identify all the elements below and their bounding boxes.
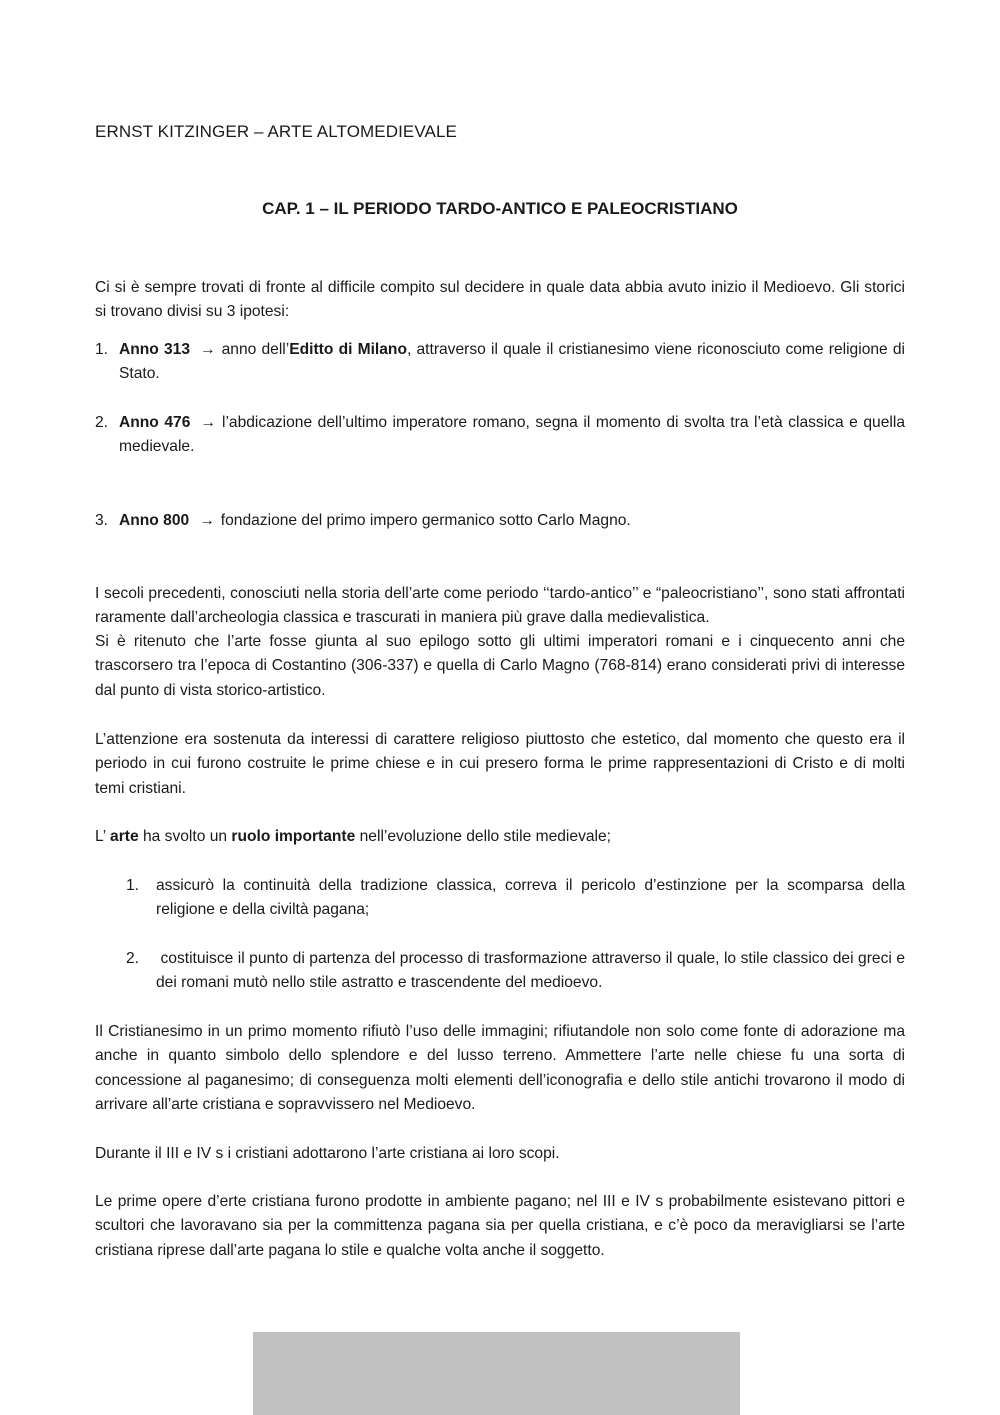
list-item-text: assicurò la continuità della tradizione classica, correva il pericolo d’estinzione per la scomparsa della religione e della civiltà pagana; — [156, 877, 905, 919]
year-label: Anno 313 — [119, 341, 191, 358]
text-part: ha svolto un — [138, 828, 232, 845]
chapter-title: CAP. 1 – IL PERIODO TARDO-ANTICO E PALEOCRISTIANO — [262, 199, 738, 218]
item-text-part: anno dell’ — [221, 341, 290, 358]
paragraph-art-role — [95, 825, 905, 849]
year-label: Anno 800 — [119, 512, 190, 529]
list-number: 1. — [126, 877, 140, 894]
list-item-text — [95, 509, 905, 533]
paragraph-attention: L’attenzione era sostenuta da interessi di carattere religioso piuttosto che estetico, dal momento che questo era il periodo in cui furono costruite le prime chiese e in cui presero forma le prime rappresentazioni di Cristo e di molti temi cristiani. — [95, 731, 905, 797]
paragraph-iii-iv-century: Durante il III e IV s i cristiani adottarono l’arte cristiana ai loro scopi. — [95, 1145, 560, 1162]
paragraph-christianity-images: Il Cristianesimo in un primo momento rifiutò l’uso delle immagini; rifiutandole non solo come fonte di adorazione ma anche in quanto simbolo dello splendore e del lusso terreno. Ammettere l’arte nelle chiese fu una sorta di concessione al paganesimo; di conseguenza molti elementi dell’iconografia e dello stile antichi trovarono il modo di arrivare all’arte cristiana e sopravvissero nel Medioevo. — [95, 1023, 905, 1113]
edict-label: Editto di Milano — [289, 341, 407, 358]
bold-art: arte — [110, 828, 139, 845]
paragraph-periods: I secoli precedenti, conosciuti nella storia dell’arte come periodo ‘‘tardo-antico’’ e “paleocristiano’’, sono stati affrontati raramente dall’archeologia classica e trascurati in maniera più grave dalla medievalistica. — [95, 585, 905, 627]
item-text-part: l’abdicazione dell’ultimo imperatore romano, segna il momento di svolta tra l’età classica e quella medievale. — [119, 414, 905, 456]
hypothesis-item-2 — [95, 411, 905, 460]
list-number: 1. — [95, 341, 109, 358]
paragraph-first-works: Le prime opere d’erte cristiana furono prodotte in ambiente pagano; nel III e IV s probabilmente esistevano pittori e scultori che lavoravano sia per la committenza pagana sia per quella cristiana, e c’è poco da meravigliarsi se l’arte cristiana riprese dall’arte pagana lo stile e qualche volta anche il soggetto. — [95, 1193, 905, 1259]
list-number: 2. — [126, 950, 140, 967]
list-number: 2. — [95, 414, 109, 431]
list-item-text: costituisce il punto di partenza del processo di trasformazione attraverso il quale, lo stile classico dei greci e dei romani mutò nello stile astratto e trascendente del medioevo. — [156, 950, 910, 992]
footer-gray-block — [253, 1332, 740, 1415]
hypothesis-item-3 — [95, 509, 905, 533]
role-item-2 — [126, 947, 910, 996]
role-item-1 — [126, 874, 905, 923]
text-part: nell’evoluzione dello stile medievale; — [355, 828, 612, 845]
hypothesis-item-1 — [95, 338, 905, 387]
list-number: 3. — [95, 512, 109, 529]
arrow-right-icon: → — [199, 512, 215, 529]
arrow-right-icon: → — [200, 414, 216, 431]
intro-paragraph: Ci si è sempre trovati di fronte al difficile compito sul decidere in quale data abbia avuto inizio il Medioevo. Gli storici si trovano divisi su 3 ipotesi: — [95, 279, 905, 321]
paragraph-epilogue: Si è ritenuto che l’arte fosse giunta al suo epilogo sotto gli ultimi imperatori romani e i cinquecento anni che trascorsero tra l’epoca di Costantino (306-337) e quella di Carlo Magno (768-814) erano considerati privi di interesse dal punto di vista storico-artistico. — [95, 633, 905, 699]
arrow-right-icon: → — [200, 341, 216, 358]
document-title: ERNST KITZINGER – ARTE ALTOMEDIEVALE — [95, 122, 457, 141]
bold-important-role: ruolo importante — [231, 828, 356, 845]
item-text-part: fondazione del primo impero germanico sotto Carlo Magno. — [220, 512, 631, 529]
list-item-text — [95, 338, 905, 387]
item-text-part: , attraverso il quale il cristianesimo viene riconosciuto come religione di Stato. — [119, 341, 906, 383]
list-item-text — [95, 411, 905, 460]
text-part: L’ — [95, 828, 111, 845]
year-label: Anno 476 — [119, 414, 191, 431]
